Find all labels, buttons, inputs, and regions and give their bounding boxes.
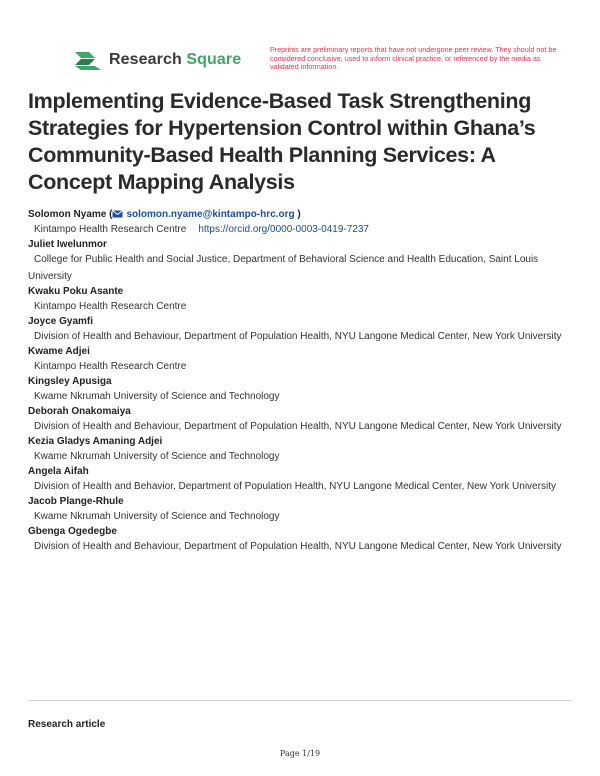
author-affiliation: College for Public Health and Social Justice, Department of Behavioral Science and Health Education, Saint Louis University — [28, 254, 539, 282]
author-entry — [28, 285, 576, 315]
author-entry — [28, 435, 576, 465]
orcid-link[interactable]: https://orcid.org/0000-0003-0419-7237 — [198, 224, 369, 235]
author-email-link[interactable]: solomon.nyame@kintampo-hrc.org — [112, 209, 294, 220]
author-name: Kwame Adjei — [28, 346, 90, 357]
logo-prefix: Research — [109, 51, 182, 68]
author-affiliation: Division of Health and Behavior, Department of Population Health, NYU Langone Medical Center, New York University — [34, 481, 556, 492]
envelope-icon — [112, 210, 123, 218]
section-divider — [28, 700, 572, 701]
author-name: Gbenga Ogedegbe — [28, 526, 117, 537]
author-list — [28, 208, 576, 555]
author-name: Juliet Iwelunmor — [28, 239, 107, 250]
author-affiliation: Kwame Nkrumah University of Science and Technology — [34, 451, 280, 462]
author-entry — [28, 238, 576, 285]
author-affiliation: Division of Health and Behaviour, Department of Population Health, NYU Langone Medical Center, New York University — [34, 421, 562, 432]
logo-wordmark — [109, 51, 241, 69]
page-number: Page 1/19 — [279, 749, 321, 758]
article-type: Research article — [28, 719, 106, 730]
author-name: Angela Aifah — [28, 466, 89, 477]
author-entry — [28, 208, 576, 238]
research-square-logo-icon — [73, 48, 103, 72]
author-affiliation: Kintampo Health Research Centre — [34, 361, 187, 372]
author-entry — [28, 345, 576, 375]
author-name: Jacob Plange-Rhule — [28, 496, 124, 507]
author-affiliation: Kintampo Health Research Centre https://orcid.org/0000-0003-0419-7237 — [34, 224, 369, 235]
author-entry — [28, 405, 576, 435]
author-affiliation: Kintampo Health Research Centre — [34, 301, 187, 312]
author-name: Kingsley Apusiga — [28, 376, 112, 387]
author-entry — [28, 375, 576, 405]
author-name: Joyce Gyamfi — [28, 316, 94, 327]
paper-title: Implementing Evidence-Based Task Strengthening Strategies for Hypertension Control within Ghana’s Community-Based Health Planning Services: A Concept Mapping Analysis — [28, 89, 536, 194]
author-entry — [28, 315, 576, 345]
author-entry — [28, 525, 576, 555]
author-affiliation: Kwame Nkrumah University of Science and Technology — [34, 391, 280, 402]
author-affiliation: Kwame Nkrumah University of Science and Technology — [34, 511, 280, 522]
research-square-logo[interactable] — [73, 46, 241, 74]
author-affiliation: Division of Health and Behaviour, Department of Population Health, NYU Langone Medical Center, New York University — [34, 331, 562, 342]
author-name: Solomon Nyame ( solomon.nyame@kintampo-hrc.org ) — [28, 209, 301, 220]
author-entry — [28, 465, 576, 495]
author-affiliation: Division of Health and Behaviour, Department of Population Health, NYU Langone Medical Center, New York University — [34, 541, 562, 552]
logo-brand: Square — [186, 51, 242, 68]
author-name: Kezia Gladys Amaning Adjei — [28, 436, 163, 447]
author-name: Kwaku Poku Asante — [28, 286, 124, 297]
preprint-notice: Preprints are preliminary reports that have not undergone peer review. They should not be considered conclusive, used to inform clinical practice, or referenced by the media as validated information. — [270, 45, 557, 72]
author-name: Deborah Onakomaiya — [28, 406, 131, 417]
author-entry — [28, 495, 576, 525]
